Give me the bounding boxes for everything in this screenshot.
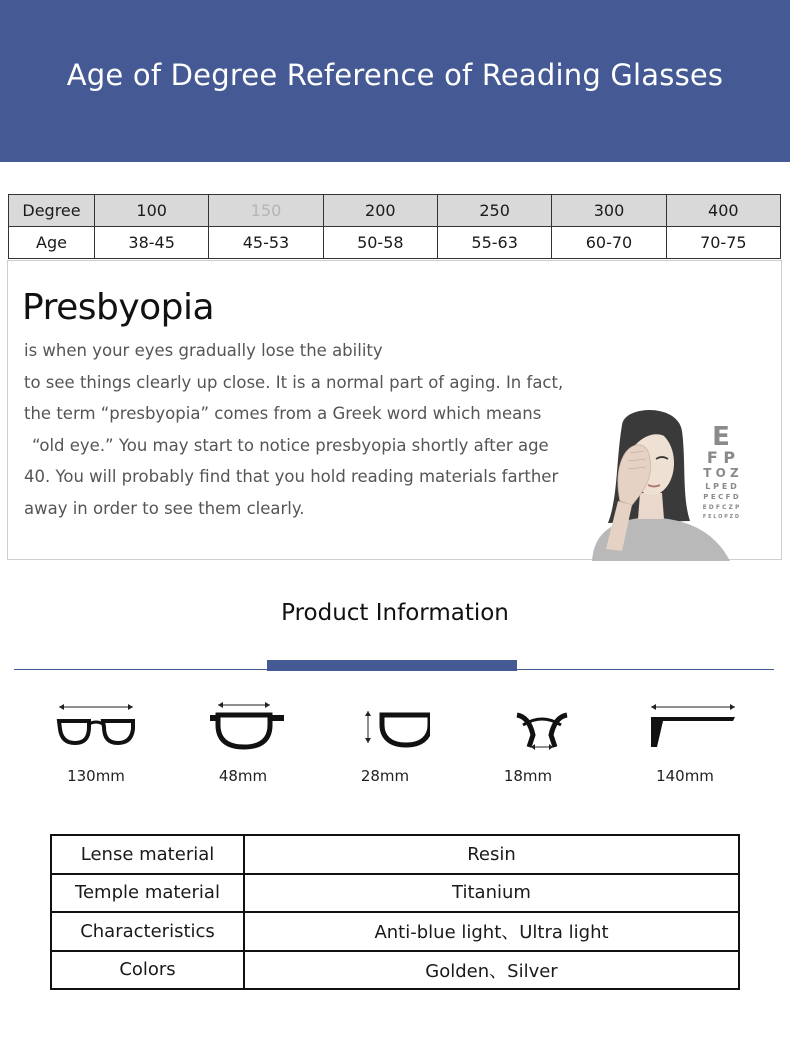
eye-chart-line: F P <box>706 448 736 467</box>
presbyopia-description <box>24 335 564 524</box>
degree-cell: 100 <box>95 195 209 227</box>
degree-cell: 300 <box>552 195 666 227</box>
description-line: the term “presbyopia” comes from a Greek word which means <box>24 404 542 423</box>
degree-cell: 250 <box>437 195 551 227</box>
age-cell: 50-58 <box>323 227 437 259</box>
dimension-label: 28mm <box>360 767 410 785</box>
age-row <box>9 227 781 259</box>
description-line: “old eye.” You may start to notice presbyopia shortly after age <box>32 435 549 455</box>
degree-reference-table <box>8 194 781 259</box>
eye-chart-line: E D F C Z P <box>702 504 740 511</box>
spec-value: Titanium <box>244 874 739 913</box>
description-line: 40. You will probably find that you hold reading materials farther <box>24 467 559 486</box>
spec-key: Colors <box>51 951 244 990</box>
spec-row <box>51 835 739 874</box>
dimension-temple-length <box>625 695 745 785</box>
product-info-title: Product Information <box>281 600 509 626</box>
eye-chart-line: E <box>712 422 730 452</box>
age-cell: 38-45 <box>95 227 209 259</box>
woman-covering-eye-illustration <box>578 401 768 561</box>
description-line: to see things clearly up close. It is a normal part of aging. In fact, <box>24 372 564 392</box>
description-line: is when your eyes gradually lose the ability <box>24 341 383 360</box>
degree-cell: 200 <box>323 195 437 227</box>
eye-chart-line: F E L O P Z D <box>702 514 740 520</box>
presbyopia-heading: Presbyopia <box>22 287 215 328</box>
page-title: Age of Degree Reference of Reading Glasses <box>66 58 724 92</box>
eye-chart-line: L P E D <box>705 482 737 491</box>
header-banner <box>0 0 790 162</box>
spec-key: Temple material <box>51 874 244 913</box>
eye-chart-line: P E C F D <box>703 493 739 501</box>
spec-row <box>51 951 739 990</box>
temple-length-icon <box>635 695 735 755</box>
spec-row <box>51 912 739 951</box>
bridge-width-icon <box>483 695 573 755</box>
spec-key: Lense material <box>51 835 244 874</box>
spec-value: Golden、Silver <box>244 951 739 990</box>
product-spec-table <box>50 834 740 990</box>
dimension-label: 48mm <box>218 767 268 785</box>
dimension-label: 140mm <box>656 767 714 785</box>
degree-cell: 400 <box>666 195 780 227</box>
degree-row-label: Degree <box>9 195 95 227</box>
age-cell: 60-70 <box>552 227 666 259</box>
degree-row <box>9 195 781 227</box>
lens-height-icon <box>340 695 430 755</box>
dimension-bridge-width <box>468 695 588 785</box>
dimension-frame-width <box>36 695 156 785</box>
description-line: away in order to see them clearly. <box>24 498 305 518</box>
degree-cell: 150 <box>209 195 323 227</box>
spec-value: Resin <box>244 835 739 874</box>
spec-row <box>51 874 739 913</box>
lens-width-icon <box>198 695 288 755</box>
dimension-label: 130mm <box>67 767 125 785</box>
frame-width-icon <box>51 695 141 755</box>
presbyopia-panel <box>7 260 782 560</box>
dimension-lens-height <box>325 695 445 785</box>
dimension-lens-width <box>183 695 303 785</box>
dimension-label: 18mm <box>503 767 553 785</box>
section-divider-accent <box>267 660 517 671</box>
spec-key: Characteristics <box>51 912 244 951</box>
spec-value: Anti-blue light、Ultra light <box>244 912 739 951</box>
age-cell: 70-75 <box>666 227 780 259</box>
age-cell: 55-63 <box>437 227 551 259</box>
eye-chart-line: T O Z <box>703 466 739 480</box>
age-row-label: Age <box>9 227 95 259</box>
age-cell: 45-53 <box>209 227 323 259</box>
